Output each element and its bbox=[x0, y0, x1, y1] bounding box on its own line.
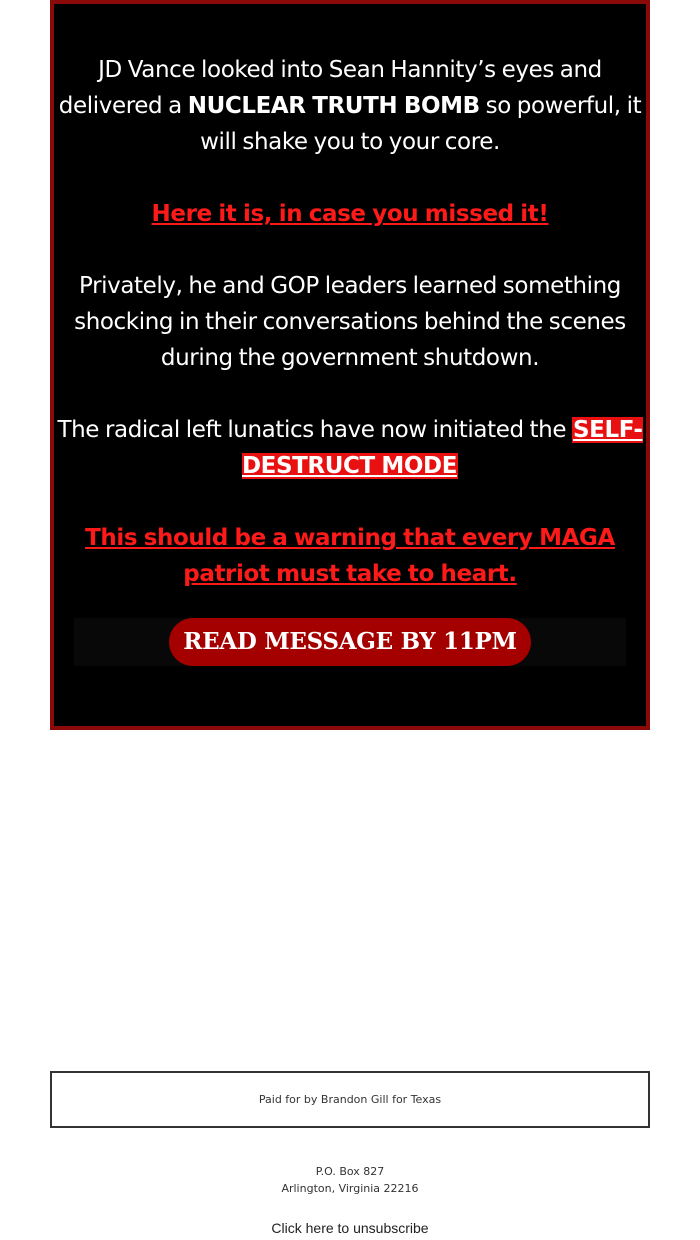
private-paragraph: Privately, he and GOP leaders learned something shocking in their conversations behind the scenes during the government shutdown. bbox=[74, 273, 626, 371]
paid-for-disclaimer: Paid for by Brandon Gill for Texas bbox=[50, 1071, 650, 1128]
radical-paragraph bbox=[54, 412, 646, 484]
mailing-address bbox=[0, 1163, 700, 1197]
read-message-button[interactable]: READ MESSAGE BY 11PM bbox=[169, 618, 531, 666]
cta-row bbox=[74, 618, 626, 666]
missed-it-paragraph bbox=[54, 196, 646, 232]
intro-text-end: so powerful, it will shake you to your core. bbox=[200, 93, 642, 155]
address-line-po-box: P.O. Box 827 bbox=[315, 1165, 385, 1178]
warning-paragraph bbox=[54, 520, 646, 592]
nuclear-truth-bomb-text: NUCLEAR TRUTH BOMB bbox=[187, 93, 480, 119]
radical-text: The radical left lunatics have now initiated the bbox=[57, 417, 573, 443]
address-line-city: Arlington, Virginia 22216 bbox=[281, 1182, 419, 1195]
self-destruct-highlight[interactable]: SELF-DESTRUCT MODE bbox=[241, 417, 643, 479]
unsubscribe-link[interactable]: Click here to unsubscribe bbox=[271, 1220, 429, 1236]
intro-text-start: JD Vance looked into Sean Hannity’s eyes and delivered a bbox=[58, 57, 602, 119]
intro-paragraph bbox=[54, 52, 646, 160]
warning-link[interactable]: This should be a warning that every MAGA patriot must take to heart. bbox=[85, 525, 615, 587]
missed-it-link[interactable]: Here it is, in case you missed it! bbox=[151, 201, 549, 227]
promo-message-box bbox=[50, 0, 650, 730]
